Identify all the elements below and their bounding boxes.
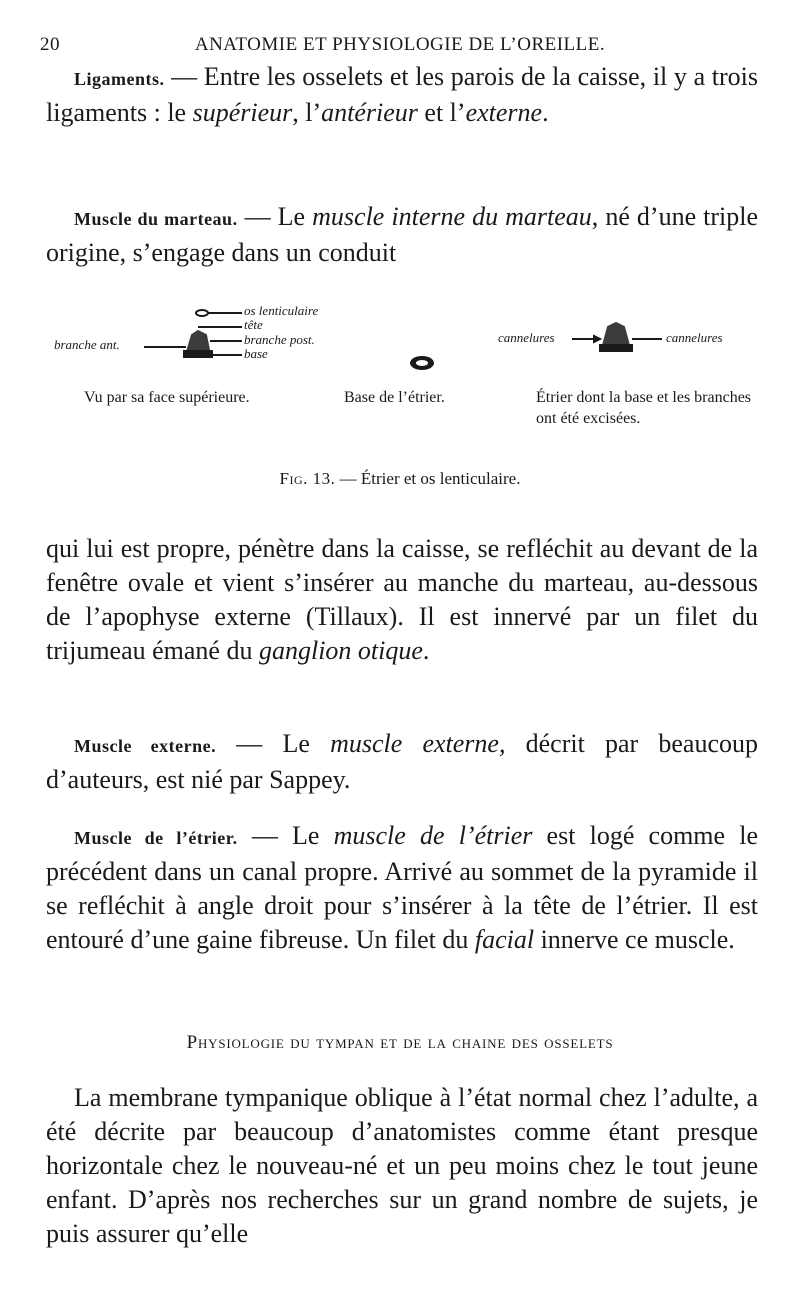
subcaption-base: Base de l’étrier. (344, 389, 445, 406)
stapes-base-drawing (410, 356, 434, 370)
figure-13 (40, 295, 760, 495)
label-base: base (244, 346, 268, 361)
section-heading: Physiologie du tympan et de la chaine des osselets (186, 1032, 614, 1053)
muscle-externe-paragraph: Muscle externe. — Le muscle externe, décrit par beaucoup d’auteurs, est nié par Sappey. (46, 729, 758, 794)
label-branche-ant: branche ant. (54, 337, 120, 352)
muscle-marteau-heading: Muscle du marteau. (74, 209, 238, 229)
label-cannelures-left: cannelures (498, 330, 555, 345)
muscle-etrier-heading: Muscle de l’étrier. (74, 828, 238, 848)
figure-caption: Fig. 13. — Étrier et os lenticulaire. (279, 469, 521, 488)
stapes-top-view-drawing (144, 310, 242, 357)
physiologie-paragraph: La membrane tympanique oblique à l’état normal chez l’adulte, a été décrite par beaucoup d’anatomistes comme étant presque horizontale chez le nouveau-né et un peu moins chez le tout jeune enfant. D’après nos recherches sur un grand nombre de sujets, je puis assurer qu’elle (46, 1083, 758, 1248)
muscle-externe-heading: Muscle externe. (74, 736, 217, 756)
page-number: 20 (40, 34, 60, 55)
figure-number: Fig. 13. (279, 469, 336, 488)
ligaments-paragraph: Ligaments. — Entre les osselets et les parois de la caisse, il y a trois ligaments : le supérieur, l’antérieur et l’externe. (46, 62, 758, 127)
continuation-paragraph: qui lui est propre, pénètre dans la caisse, se refléchit au devant de la fenêtre ovale et vient s’insérer au manche du marteau, au-dessous de l’apophyse externe (Tillaux). Il est innervé par un filet du trijumeau émané du ganglion otique. (46, 534, 758, 665)
muscle-etrier-paragraph: Muscle de l’étrier. — Le muscle de l’étrier est logé comme le précédent dans un canal propre. Arrivé au sommet de la pyramide il se refléchit à angle droit pour s’insérer à la tête de l’étrier. Il est entouré d’une gaine fibreuse. Un filet du facial innerve ce muscle. (46, 821, 759, 954)
label-tete: tête (244, 317, 263, 332)
ligaments-heading: Ligaments. (74, 69, 165, 89)
label-cannelures-right: cannelures (666, 330, 723, 345)
running-title: ANATOMIE ET PHYSIOLOGIE DE L’OREILLE. (194, 34, 606, 55)
subcaption-excised: Étrier dont la base et les branches ont été excisées. (536, 389, 752, 427)
stapes-excised-drawing (572, 323, 662, 351)
muscle-marteau-paragraph: Muscle du marteau. — Le muscle interne du marteau, né d’une triple origine, s’engage dans un conduit (46, 202, 759, 267)
label-os-lenticulaire: os lenticulaire (244, 303, 319, 318)
subcaption-top-view: Vu par sa face supérieure. (84, 389, 250, 406)
label-branche-post: branche post. (244, 332, 315, 347)
